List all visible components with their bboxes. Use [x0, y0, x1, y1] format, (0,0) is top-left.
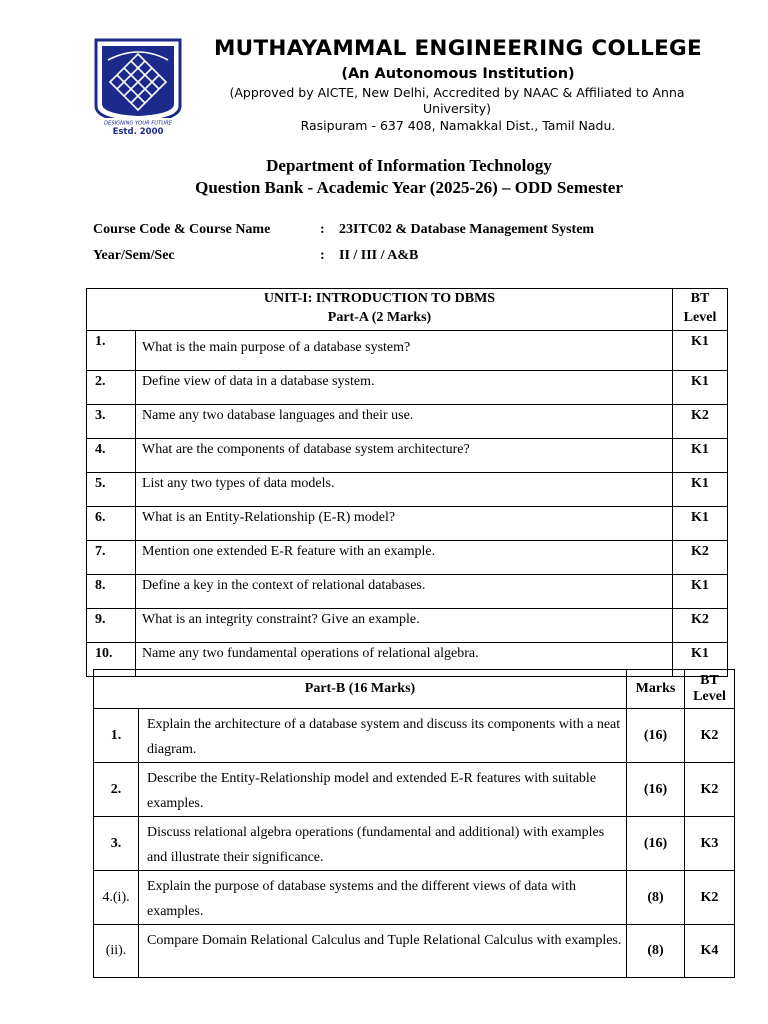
question-number: (ii).: [94, 925, 139, 978]
question-marks: (16): [627, 763, 685, 817]
table-row: [87, 575, 728, 609]
table-row: [87, 331, 728, 371]
college-address: Rasipuram - 637 408, Namakkal Dist., Tamil Nadu.: [300, 118, 616, 133]
bt-level-header: BT Level: [673, 289, 728, 331]
question-bank-title: Question Bank - Academic Year (2025-26) – ODD Semester: [195, 178, 623, 197]
bt-level: K1: [673, 473, 728, 507]
approval-text: (Approved by AICTE, New Delhi, Accredited by NAAC & Affiliated to Anna University): [229, 85, 685, 116]
department-title: Department of Information Technology: [266, 156, 552, 175]
table-row: [94, 763, 735, 817]
college-name: MUTHAYAMMAL ENGINEERING COLLEGE: [213, 36, 702, 61]
table-row: [87, 541, 728, 575]
table-row: [87, 473, 728, 507]
part-b-title: Part-B (16 Marks): [94, 670, 627, 709]
year-sem-label: Year/Sem/Sec: [93, 248, 175, 263]
question-number: 10.: [87, 643, 136, 677]
question-text: Name any two database languages and their use.: [136, 405, 673, 439]
course-code-label: Course Code & Course Name: [93, 222, 271, 237]
bt-level: K2: [673, 405, 728, 439]
question-text: Compare Domain Relational Calculus and Tuple Relational Calculus with examples.: [139, 925, 627, 978]
question-text: Name any two fundamental operations of relational algebra.: [136, 643, 673, 677]
question-number: 7.: [87, 541, 136, 575]
bt-level: K2: [685, 871, 735, 925]
question-text: List any two types of data models.: [136, 473, 673, 507]
question-number: 5.: [87, 473, 136, 507]
question-number: 3.: [87, 405, 136, 439]
table-row: [94, 817, 735, 871]
question-marks: (16): [627, 709, 685, 763]
bt-level-header: BT Level: [685, 670, 735, 709]
question-text: Define view of data in a database system.: [136, 371, 673, 405]
table-row: [87, 609, 728, 643]
question-number: 1.: [87, 331, 136, 371]
table-row: [87, 507, 728, 541]
question-text: What is an integrity constraint? Give an example.: [136, 609, 673, 643]
bt-level: K2: [673, 609, 728, 643]
table-row: [87, 439, 728, 473]
question-marks: (8): [627, 871, 685, 925]
question-text: Explain the architecture of a database system and discuss its components with a neat diagram.: [139, 709, 627, 763]
part-b-table: [93, 669, 735, 978]
question-text: Explain the purpose of database systems and the different views of data with examples.: [139, 871, 627, 925]
table-row: [87, 405, 728, 439]
table-row: [94, 871, 735, 925]
question-text: Describe the Entity-Relationship model and extended E-R features with suitable examples.: [139, 763, 627, 817]
question-text: What is an Entity-Relationship (E-R) model?: [136, 507, 673, 541]
bt-level: K2: [685, 763, 735, 817]
table-row: [94, 925, 735, 978]
question-text: Discuss relational algebra operations (fundamental and additional) with examples and illustrate their significance.: [139, 817, 627, 871]
part-a-title: Part-A (2 Marks): [327, 310, 432, 325]
question-number: 3.: [94, 817, 139, 871]
bt-level: K4: [685, 925, 735, 978]
bt-level: K1: [673, 643, 728, 677]
question-number: 2.: [94, 763, 139, 817]
separator-colon: :: [320, 222, 325, 237]
question-number: 1.: [94, 709, 139, 763]
question-text: What are the components of database system architecture?: [136, 439, 673, 473]
part-a-header-row: [87, 289, 728, 331]
question-text: Mention one extended E-R feature with an example.: [136, 541, 673, 575]
table-row: [94, 709, 735, 763]
bt-level: K1: [673, 575, 728, 609]
part-a-table: [86, 288, 728, 677]
bt-level: K1: [673, 331, 728, 371]
question-marks: (16): [627, 817, 685, 871]
question-text: What is the main purpose of a database system?: [136, 331, 673, 371]
question-number: 4.(i).: [94, 871, 139, 925]
bt-level: K1: [673, 507, 728, 541]
question-number: 4.: [87, 439, 136, 473]
bt-level: K1: [673, 371, 728, 405]
question-number: 2.: [87, 371, 136, 405]
question-text: Define a key in the context of relational databases.: [136, 575, 673, 609]
course-code-value: 23ITC02 & Database Management System: [339, 222, 595, 237]
part-b-header-row: [94, 670, 735, 709]
bt-level: K3: [685, 817, 735, 871]
table-row: [87, 371, 728, 405]
bt-level: K2: [685, 709, 735, 763]
year-sem-value: II / III / A&B: [339, 248, 419, 263]
question-marks: (8): [627, 925, 685, 978]
question-number: 9.: [87, 609, 136, 643]
question-number: 8.: [87, 575, 136, 609]
college-logo: [94, 36, 182, 136]
bt-level: K1: [673, 439, 728, 473]
bt-level: K2: [673, 541, 728, 575]
unit-title: UNIT-I: INTRODUCTION TO DBMS: [263, 291, 496, 306]
logo-estd: Estd. 2000: [112, 127, 164, 136]
institution-status: (An Autonomous Institution): [341, 66, 575, 82]
part-a-heading: [87, 289, 673, 331]
separator-colon: :: [320, 248, 325, 263]
question-number: 6.: [87, 507, 136, 541]
marks-header: Marks: [627, 670, 685, 709]
logo-tagline: DESIGNING YOUR FUTURE: [104, 120, 172, 127]
